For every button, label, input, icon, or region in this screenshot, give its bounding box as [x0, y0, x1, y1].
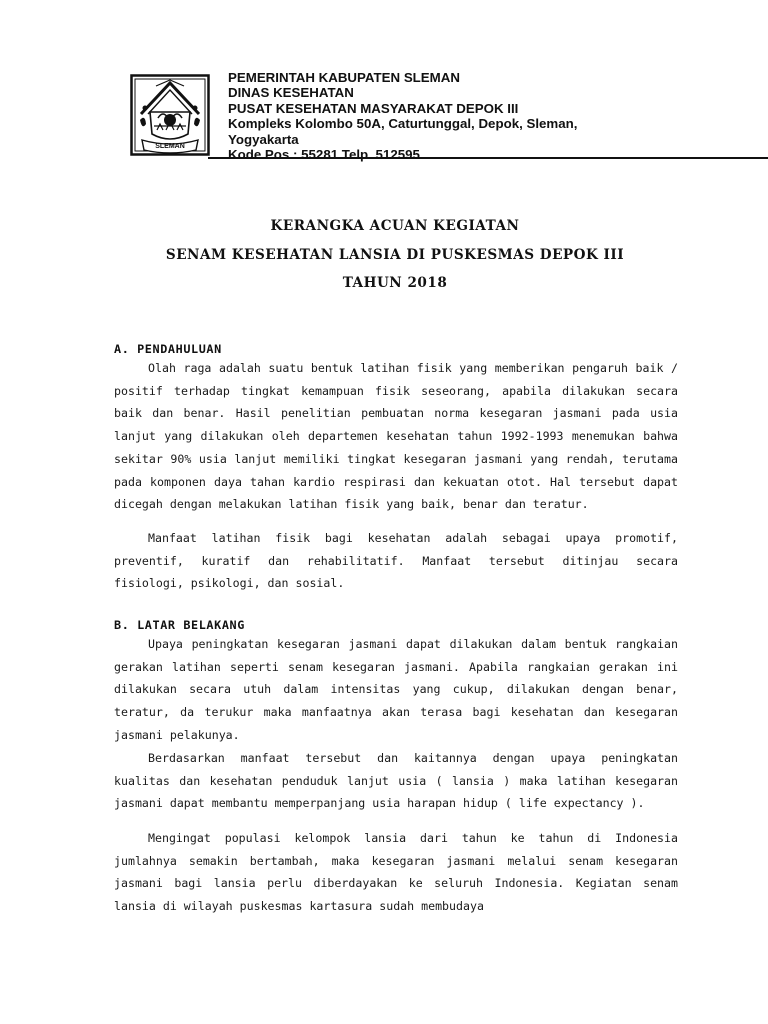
document-year: TAHUN 2018 — [342, 275, 448, 291]
section-heading-latar-belakang: B. LATAR BELAKANG — [114, 618, 245, 632]
logo-text: SLEMAN — [155, 143, 185, 150]
letterhead-city: Yogyakarta — [228, 131, 299, 147]
paragraph: Mengingat populasi kelompok lansia dari tahun ke tahun di Indonesia jumlahnya semakin bertambah, maka kesegaran jasmani melalui senam kesegaran jasmani bagi lansia perlu diberdayakan ke seluruh Indonesia. Kegiatan senam lansia di wilayah puskesmas kartasura sudah membudaya — [114, 831, 678, 914]
letterhead-institution: PUSAT KESEHATAN MASYARAKAT DEPOK III — [228, 100, 519, 116]
letterhead-agency: DINAS KESEHATAN — [228, 85, 354, 101]
letterhead-divider — [208, 157, 768, 159]
paragraph: Olah raga adalah suatu bentuk latihan fisik yang memberikan pengaruh baik / positif terhadap tingkat kemampuan fisik seseorang, apabila dilakukan secara baik dan benar. Hasil penelitian pembuatan norma kesegaran jasmani pada usia lanjut yang dilakukan oleh departemen kesehatan tahun 1992-1993 menemukan bahwa sekitar 90% usia lanjut memiliki tingkat kesegaran jasmani yang rendah, terutama pada komponen daya tahan kardio respirasi dan kekuatan otot. Hal tersebut dapat dicegah dengan melakukan latihan fisik yang baik, benar dan teratur. — [114, 361, 678, 512]
paragraph: Berdasarkan manfaat tersebut dan kaitannya dengan upaya peningkatan kualitas dan kesehatan penduduk lanjut usia ( lansia ) maka latihan kesegaran jasmani dapat membantu memperpanjang usia harapan hidup ( life expectancy ). — [114, 751, 678, 811]
document-title: KERANGKA ACUAN KEGIATAN — [270, 218, 520, 234]
section-heading-pendahuluan: A. PENDAHULUAN — [114, 342, 222, 356]
letterhead-government: PEMERINTAH KABUPATEN SLEMAN — [228, 70, 460, 85]
letterhead-contact: Kode Pos : 55281 Telp. 512595 — [228, 147, 420, 163]
document-subtitle: SENAM KESEHATAN LANSIA DI PUSKESMAS DEPOK III — [165, 247, 625, 263]
letterhead-address: Kompleks Kolombo 50A, Caturtunggal, Depok, Sleman, — [228, 116, 578, 132]
letterhead-block — [228, 70, 698, 162]
paragraph: Manfaat latihan fisik bagi kesehatan adalah sebagai upaya promotif, preventif, kuratif dan rehabilitatif. Manfaat tersebut ditinjau secara fisiologi, psikologi, dan sosial. — [114, 531, 678, 591]
sleman-regency-crest-icon — [130, 74, 210, 156]
paragraph: Upaya peningkatan kesegaran jasmani dapat dilakukan dalam bentuk rangkaian gerakan latihan seperti senam kesegaran jasmani. Apabila rangkaian gerakan ini dilakukan secara utuh dalam intensitas yang cukup, dilakukan dengan benar, teratur, da terukur maka manfaatnya akan terasa bagi kesehatan dan kesegaran jasmani pelakunya. — [114, 637, 678, 742]
